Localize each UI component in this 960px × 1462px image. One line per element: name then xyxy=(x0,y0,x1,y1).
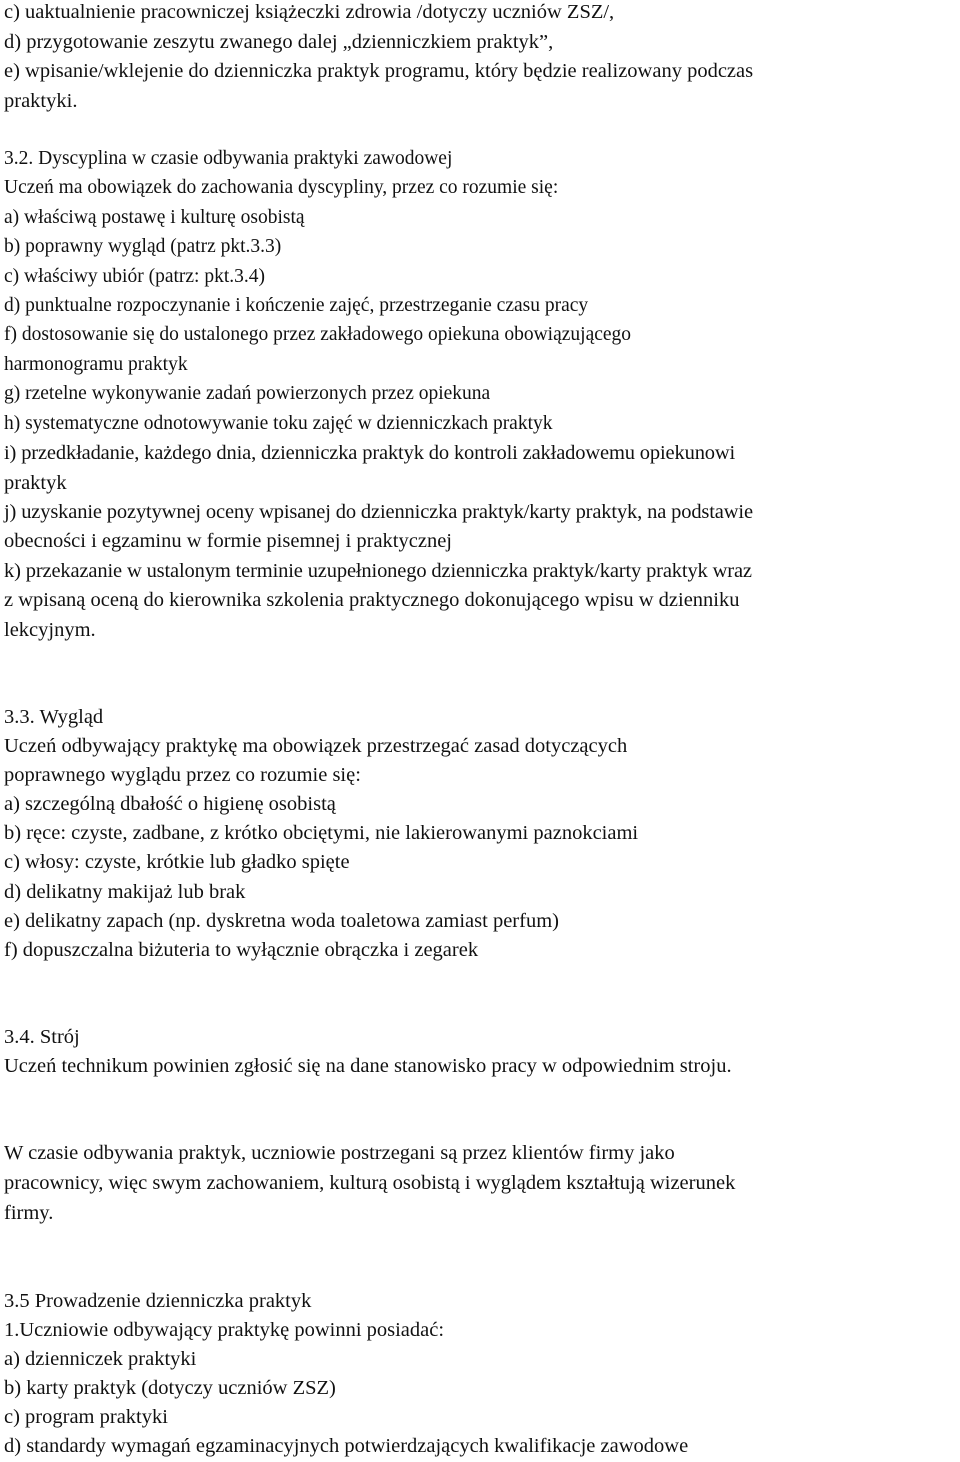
list-item: c) właściwy ubiór (patrz: pkt.3.4) xyxy=(4,266,266,287)
text-line: Uczeń ma obowiązek do zachowania dyscypliny, przez co rozumie się: xyxy=(4,177,559,198)
list-item: a) szczególną dbałość o higienę osobistą xyxy=(4,793,336,815)
list-item: d) punktualne rozpoczynanie i kończenie zajęć, przestrzeganie czasu pracy xyxy=(4,295,589,316)
list-item: c) program praktyki xyxy=(4,1406,168,1428)
list-item-continuation: obecności i egzaminu w formie pisemnej i praktycznej xyxy=(4,530,452,552)
list-item: a) dzienniczek praktyki xyxy=(4,1348,197,1370)
section-heading-3-3: 3.3. Wygląd xyxy=(4,706,104,728)
text-line: d) przygotowanie zeszytu zwanego dalej „dzienniczkiem praktyk”, xyxy=(4,31,554,53)
list-item: d) delikatny makijaż lub brak xyxy=(4,881,246,903)
list-item: b) poprawny wygląd (patrz pkt.3.3) xyxy=(4,236,282,257)
text-line: c) uaktualnienie pracowniczej książeczki zdrowia /dotyczy uczniów ZSZ/, xyxy=(4,1,615,23)
list-item: g) rzetelne wykonywanie zadań powierzonych przez opiekuna xyxy=(4,383,491,404)
list-item: i) przedkładanie, każdego dnia, dzienniczka praktyk do kontroli zakładowemu opiekunowi xyxy=(4,442,736,464)
list-item: j) uzyskanie pozytywnej oceny wpisanej do dzienniczka praktyk/karty praktyk, na podstawie xyxy=(4,501,753,523)
text-line: pracownicy, więc swym zachowaniem, kulturą osobistą i wyglądem kształtują wizerunek xyxy=(4,1172,736,1194)
section-heading-3-5: 3.5 Prowadzenie dzienniczka praktyk xyxy=(4,1290,312,1312)
text-line: poprawnego wyglądu przez co rozumie się: xyxy=(4,764,361,786)
list-item: e) delikatny zapach (np. dyskretna woda toaletowa zamiast perfum) xyxy=(4,910,559,932)
text-line: 1.Uczniowie odbywający praktykę powinni posiadać: xyxy=(4,1319,445,1341)
list-item: k) przekazanie w ustalonym terminie uzupełnionego dzienniczka praktyk/karty praktyk wraz xyxy=(4,560,752,582)
list-item: d) standardy wymagań egzaminacyjnych potwierdzających kwalifikacje zawodowe xyxy=(4,1435,689,1457)
list-item: a) właściwą postawę i kulturę osobistą xyxy=(4,207,305,228)
section-heading-3-2: 3.2. Dyscyplina w czasie odbywania praktyki zawodowej xyxy=(4,148,453,169)
text-line: praktyki. xyxy=(4,90,78,112)
list-item: b) karty praktyk (dotyczy uczniów ZSZ) xyxy=(4,1377,336,1399)
list-item: f) dopuszczalna biżuteria to wyłącznie obrączka i zegarek xyxy=(4,939,479,961)
list-item-continuation: z wpisaną oceną do kierownika szkolenia praktycznego dokonującego wpisu w dzienniku xyxy=(4,589,740,611)
text-line: firmy. xyxy=(4,1202,54,1224)
section-heading-3-4: 3.4. Strój xyxy=(4,1026,80,1048)
list-item: h) systematyczne odnotowywanie toku zajęć w dzienniczkach praktyk xyxy=(4,413,553,434)
list-item-continuation: harmonogramu praktyk xyxy=(4,354,188,375)
text-line: W czasie odbywania praktyk, uczniowie postrzegani są przez klientów firmy jako xyxy=(4,1142,675,1164)
list-item-continuation: praktyk xyxy=(4,472,67,494)
list-item-continuation: lekcyjnym. xyxy=(4,619,96,641)
list-item: b) ręce: czyste, zadbane, z krótko obciętymi, nie lakierowanymi paznokciami xyxy=(4,822,639,844)
list-item: f) dostosowanie się do ustalonego przez zakładowego opiekuna obowiązującego xyxy=(4,324,632,345)
list-item: c) włosy: czyste, krótkie lub gładko spięte xyxy=(4,851,350,873)
text-line: Uczeń odbywający praktykę ma obowiązek przestrzegać zasad dotyczących xyxy=(4,735,628,757)
text-line: e) wpisanie/wklejenie do dzienniczka praktyk programu, który będzie realizowany podczas xyxy=(4,60,754,82)
text-line: Uczeń technikum powinien zgłosić się na dane stanowisko pracy w odpowiednim stroju. xyxy=(4,1055,732,1077)
